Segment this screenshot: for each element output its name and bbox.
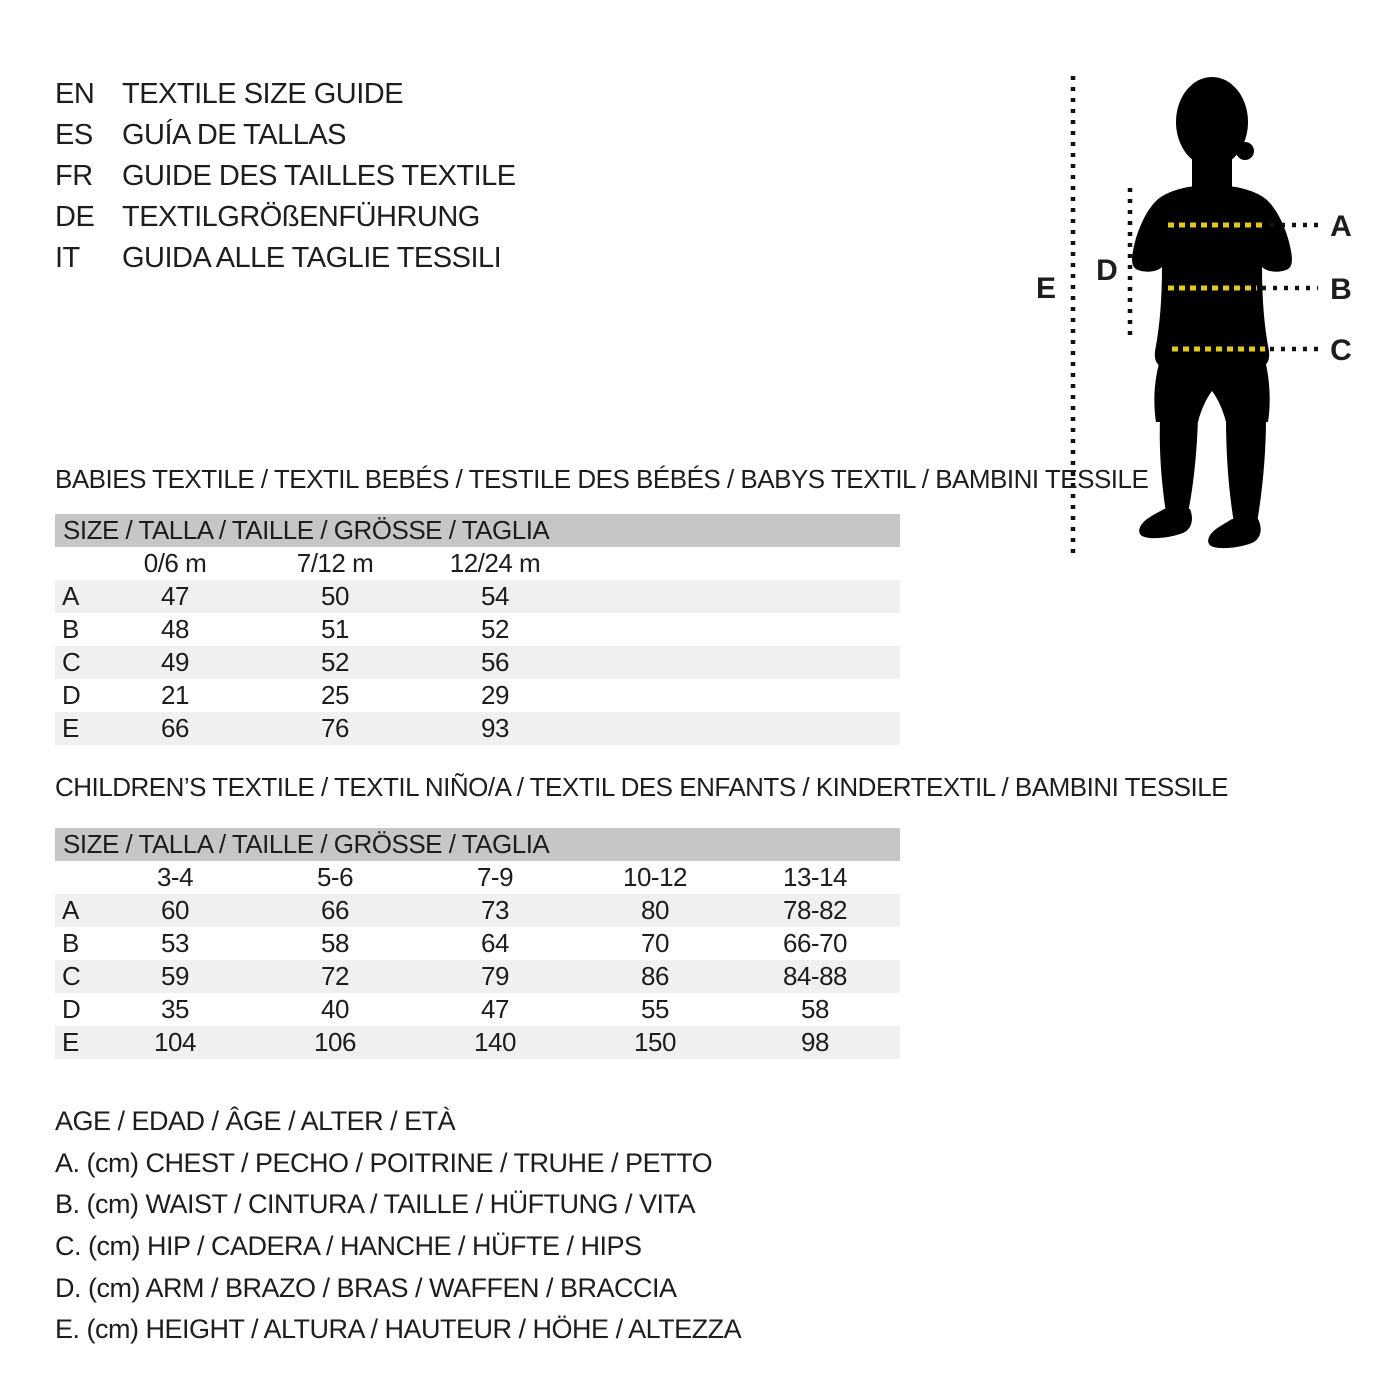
table-cell: 53	[161, 928, 189, 958]
table-cell: 40	[321, 994, 349, 1024]
language-code: EN	[55, 78, 95, 110]
table-cell: 49	[161, 647, 189, 677]
silhouette-ear	[1236, 142, 1254, 160]
table-cell: 55	[641, 994, 669, 1024]
table-cell: 70	[641, 928, 669, 958]
marker-label-c: C	[1330, 334, 1352, 367]
row-label: B	[62, 928, 79, 958]
legend-line-chest: A. (cm) CHEST / PECHO / POITRINE / TRUHE / PETTO	[55, 1147, 713, 1178]
children-column-header-row	[55, 861, 900, 894]
language-row	[55, 74, 516, 115]
table-row	[55, 679, 900, 712]
silhouette-shorts	[1154, 360, 1269, 422]
table-cell: 47	[161, 581, 189, 611]
table-cell: 86	[641, 961, 669, 991]
language-title: GUIDE DES TAILLES TEXTILE	[122, 160, 516, 192]
table-cell: 93	[481, 713, 509, 743]
child-silhouette	[1132, 77, 1292, 548]
language-title: GUIDA ALLE TAGLIE TESSILI	[122, 242, 502, 274]
table-cell: 35	[161, 994, 189, 1024]
table-cell: 106	[314, 1027, 356, 1057]
silhouette-right-shoe	[1208, 519, 1260, 548]
column-header: 12/24 m	[449, 548, 541, 578]
column-header: 13-14	[783, 862, 847, 892]
language-title: GUÍA DE TALLAS	[122, 119, 347, 151]
language-row	[55, 197, 516, 238]
language-title: TEXTILE SIZE GUIDE	[122, 78, 404, 110]
row-label: C	[62, 961, 81, 991]
children-table	[55, 828, 900, 1059]
table-cell: 25	[321, 680, 349, 710]
silhouette-left-shoe	[1139, 509, 1192, 538]
table-cell: 50	[321, 581, 349, 611]
language-code: DE	[55, 201, 95, 233]
row-label: D	[62, 994, 81, 1024]
legend-line-hip: C. (cm) HIP / CADERA / HANCHE / HÜFTE / HIPS	[55, 1231, 642, 1262]
table-cell: 80	[641, 895, 669, 925]
children-section-heading: CHILDREN’S TEXTILE / TEXTIL NIÑO/A / TEXTIL DES ENFANTS / KINDERTEXTIL / BAMBINI TESSILE	[55, 772, 1229, 802]
column-header: 7-9	[476, 862, 514, 892]
children-size-header-bar: SIZE / TALLA / TAILLE / GRÖSSE / TAGLIA	[55, 828, 900, 861]
language-title: TEXTILGRÖßENFÜHRUNG	[122, 201, 480, 233]
column-header: 5-6	[316, 862, 354, 892]
table-cell: 48	[161, 614, 189, 644]
table-row	[55, 927, 900, 960]
marker-label-b: B	[1330, 273, 1352, 306]
row-label: E	[62, 713, 79, 743]
table-cell: 72	[321, 961, 349, 991]
babies-table	[55, 514, 900, 745]
table-cell: 98	[801, 1027, 829, 1057]
row-label: D	[62, 680, 81, 710]
language-code: ES	[55, 119, 93, 151]
silhouette-shirt	[1132, 185, 1292, 375]
legend-line-age: AGE / EDAD / ÂGE / ALTER / ETÀ	[55, 1106, 456, 1137]
table-cell: 21	[161, 680, 189, 710]
table-cell: 51	[321, 614, 349, 644]
language-code: IT	[55, 242, 80, 274]
row-label: A	[62, 581, 79, 611]
legend-line-height: E. (cm) HEIGHT / ALTURA / HAUTEUR / HÖHE / ALTEZZA	[55, 1314, 742, 1345]
language-row	[55, 115, 516, 156]
table-cell: 59	[161, 961, 189, 991]
table-cell: 73	[481, 895, 509, 925]
table-cell: 56	[481, 647, 509, 677]
table-cell: 66	[321, 895, 349, 925]
row-label: A	[62, 895, 79, 925]
table-row	[55, 613, 900, 646]
silhouette-right-leg	[1226, 418, 1266, 523]
table-cell: 140	[474, 1027, 516, 1057]
table-row	[55, 960, 900, 993]
table-cell: 66-70	[783, 928, 847, 958]
babies-size-header-bar: SIZE / TALLA / TAILLE / GRÖSSE / TAGLIA	[55, 514, 900, 547]
table-row	[55, 993, 900, 1026]
row-label: E	[62, 1027, 79, 1057]
column-header: 3-4	[156, 862, 194, 892]
table-cell: 64	[481, 928, 509, 958]
column-header: 7/12 m	[296, 548, 374, 578]
table-cell: 104	[154, 1027, 196, 1057]
legend-line-waist: B. (cm) WAIST / CINTURA / TAILLE / HÜFTUNG / VITA	[55, 1189, 696, 1220]
table-cell: 60	[161, 895, 189, 925]
marker-label-d: D	[1096, 254, 1118, 287]
table-cell: 66	[161, 713, 189, 743]
table-cell: 58	[801, 994, 829, 1024]
table-cell: 150	[634, 1027, 676, 1057]
measurement-legend	[55, 1101, 741, 1351]
table-cell: 52	[321, 647, 349, 677]
table-cell: 47	[481, 994, 509, 1024]
row-label: C	[62, 647, 81, 677]
silhouette-left-leg	[1160, 418, 1198, 513]
table-cell: 78-82	[783, 895, 847, 925]
language-row	[55, 238, 516, 279]
column-header: 10-12	[623, 862, 687, 892]
table-cell: 84-88	[783, 961, 847, 991]
column-header: 0/6 m	[143, 548, 207, 578]
table-cell: 58	[321, 928, 349, 958]
table-row	[55, 646, 900, 679]
row-label: B	[62, 614, 79, 644]
children-table-body	[55, 894, 900, 1059]
language-list	[55, 74, 516, 279]
babies-column-header-row	[55, 547, 900, 580]
table-cell: 54	[481, 581, 509, 611]
marker-label-a: A	[1330, 210, 1352, 243]
marker-label-e: E	[1035, 272, 1057, 305]
language-code: FR	[55, 160, 93, 192]
table-row	[55, 712, 900, 745]
table-row	[55, 894, 900, 927]
table-row	[55, 580, 900, 613]
babies-section-heading: BABIES TEXTILE / TEXTIL BEBÉS / TESTILE DES BÉBÉS / BABYS TEXTIL / BAMBINI TESSILE	[55, 464, 1149, 494]
table-cell: 76	[321, 713, 349, 743]
legend-line-arm: D. (cm) ARM / BRAZO / BRAS / WAFFEN / BRACCIA	[55, 1272, 677, 1303]
table-row	[55, 1026, 900, 1059]
table-cell: 52	[481, 614, 509, 644]
table-cell: 29	[481, 680, 509, 710]
babies-table-body	[55, 580, 900, 745]
table-cell: 79	[481, 961, 509, 991]
language-row	[55, 156, 516, 197]
